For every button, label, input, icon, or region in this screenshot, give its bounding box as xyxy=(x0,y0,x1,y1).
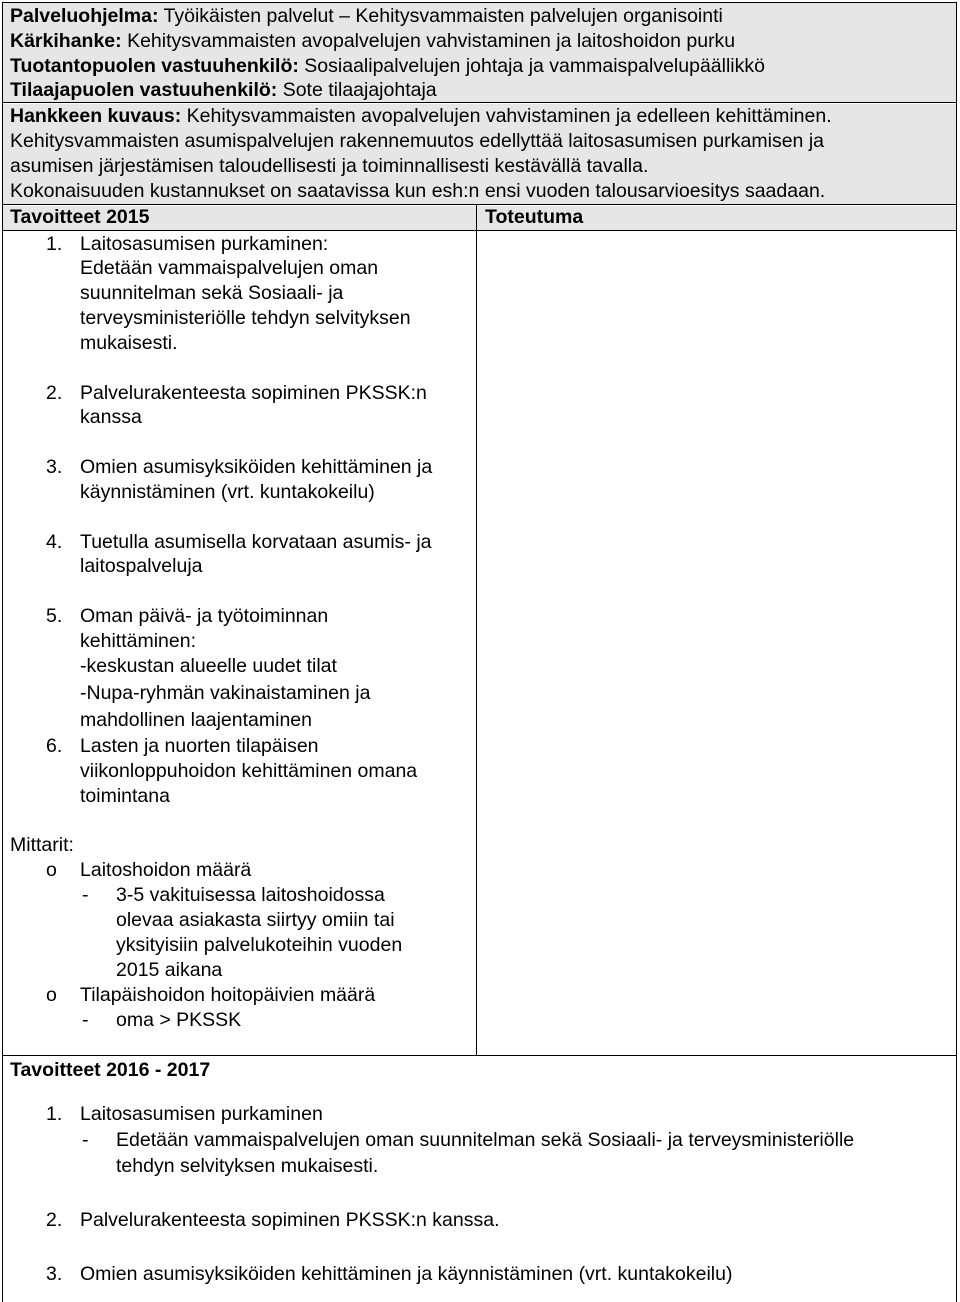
producer-value: Sosiaalipalvelujen johtaja ja vammaispalvelupäällikkö xyxy=(304,55,765,77)
goal-2016-1-sub-line-1: Edetään vammaispalvelujen oman suunnitelman sekä Sosiaali- ja terveysministeriölle xyxy=(116,1129,855,1151)
goal-3-line-1: Omien asumisyksiköiden kehittäminen ja xyxy=(80,456,433,478)
project-value: Kehitysvammaisten avopalvelujen vahvistaminen ja laitoshoidon purku xyxy=(127,30,736,52)
metric-2-sub: oma > PKSSK xyxy=(116,1009,242,1031)
goal-2016-3-number: 3. xyxy=(46,1263,63,1285)
header-divider xyxy=(2,102,957,103)
goal-4-number: 4. xyxy=(46,531,63,553)
goal-2016-1-text: Laitosasumisen purkaminen xyxy=(80,1103,323,1125)
goal-5-line-1: Oman päivä- ja työtoiminnan xyxy=(80,605,329,627)
orderer-value: Sote tilaajajohtaja xyxy=(282,79,437,101)
goal-3-number: 3. xyxy=(46,456,63,478)
column-header-divider xyxy=(2,230,957,231)
metric-1-dash: - xyxy=(82,884,89,906)
goal-4-line-1: Tuetulla asumisella korvataan asumis- ja xyxy=(80,531,432,553)
goal-1-line-1: Laitosasumisen purkaminen: xyxy=(80,233,329,255)
goal-2-number: 2. xyxy=(46,382,63,404)
description-line-3: asumisen järjestämisen taloudellisesti ja toiminnallisesti kestävällä tavalla. xyxy=(10,155,649,177)
goal-1-line-3: suunnitelman sekä Sosiaali- ja xyxy=(80,282,344,304)
metric-1-sub-line-3: yksityisiin palvelukoteihin vuoden xyxy=(116,934,403,956)
goal-5-line-3: -keskustan alueelle uudet tilat xyxy=(80,655,337,677)
goal-5-line-4: -Nupa-ryhmän vakinaistaminen ja xyxy=(80,682,371,704)
goal-6-number: 6. xyxy=(46,735,63,757)
goal-1-line-5: mukaisesti. xyxy=(80,332,178,354)
description-row-1 xyxy=(10,104,832,128)
metric-1-text: Laitoshoidon määrä xyxy=(80,859,252,881)
goal-5-line-5: mahdollinen laajentaminen xyxy=(80,709,312,731)
metrics-label: Mittarit: xyxy=(10,834,74,856)
description-label: Hankkeen kuvaus: xyxy=(10,105,182,127)
goal-2-line-1: Palvelurakenteesta sopiminen PKSSK:n xyxy=(80,382,427,404)
metric-2-dash: - xyxy=(82,1009,89,1031)
goal-2016-2-text: Palvelurakenteesta sopiminen PKSSK:n kanssa. xyxy=(80,1209,500,1231)
goal-2016-1-sub-line-2: tehdyn selvityksen mukaisesti. xyxy=(116,1155,379,1177)
description-line-2: Kehitysvammaisten asumispalvelujen rakennemuutos edellyttää laitosasumisen purkamisen ja xyxy=(10,130,824,152)
goal-1-line-2: Edetään vammaispalvelujen oman xyxy=(80,257,379,279)
program-value: Työikäisten palvelut – Kehitysvammaisten palvelujen organisointi xyxy=(163,5,723,27)
description-line-1: Kehitysvammaisten avopalvelujen vahvistaminen ja edelleen kehittäminen. xyxy=(186,105,832,127)
project-label: Kärkihanke: xyxy=(10,30,122,52)
goal-5-line-2: kehittäminen: xyxy=(80,630,196,652)
goal-4-line-2: laitospalveluja xyxy=(80,555,203,577)
goal-2016-2-number: 2. xyxy=(46,1209,63,1231)
realization-header: Toteutuma xyxy=(485,206,584,228)
section-divider xyxy=(2,1055,957,1056)
goals-2015-header: Tavoitteet 2015 xyxy=(10,206,150,228)
metric-1-bullet: o xyxy=(46,859,57,881)
goal-2016-3-text: Omien asumisyksiköiden kehittäminen ja käynnistäminen (vrt. kuntakokeilu) xyxy=(80,1263,733,1285)
metric-1-sub-line-1: 3-5 vakituisessa laitoshoidossa xyxy=(116,884,385,906)
goal-6-line-2: viikonloppuhoidon kehittäminen omana xyxy=(80,760,418,782)
description-line-4: Kokonaisuuden kustannukset on saatavissa kun esh:n ensi vuoden talousarvioesitys saadaan. xyxy=(10,180,826,202)
program-label: Palveluohjelma: xyxy=(10,5,159,27)
program-row xyxy=(10,4,723,28)
goal-6-line-1: Lasten ja nuorten tilapäisen xyxy=(80,735,319,757)
metric-1-sub-line-4: 2015 aikana xyxy=(116,959,223,981)
goals-2016-title: Tavoitteet 2016 - 2017 xyxy=(10,1059,211,1081)
goal-2016-1-number: 1. xyxy=(46,1103,63,1125)
goal-6-line-3: toimintana xyxy=(80,785,170,807)
goal-5-number: 5. xyxy=(46,605,63,627)
producer-row xyxy=(10,54,765,78)
metric-2-text: Tilapäishoidon hoitopäivien määrä xyxy=(80,984,376,1006)
orderer-row xyxy=(10,78,437,102)
producer-label: Tuotantopuolen vastuuhenkilö: xyxy=(10,55,299,77)
project-row xyxy=(10,29,735,53)
goal-1-line-4: terveysministeriölle tehdyn selvityksen xyxy=(80,307,411,329)
metric-2-bullet: o xyxy=(46,984,57,1006)
goal-1-number: 1. xyxy=(46,233,63,255)
goal-2016-1-dash: - xyxy=(82,1129,89,1151)
goal-2-line-2: kanssa xyxy=(80,406,142,428)
goal-3-line-2: käynnistäminen (vrt. kuntakokeilu) xyxy=(80,481,375,503)
metric-1-sub-line-2: olevaa asiakasta siirtyy omiin tai xyxy=(116,909,395,931)
orderer-label: Tilaajapuolen vastuuhenkilö: xyxy=(10,79,278,101)
column-divider xyxy=(476,205,477,1055)
